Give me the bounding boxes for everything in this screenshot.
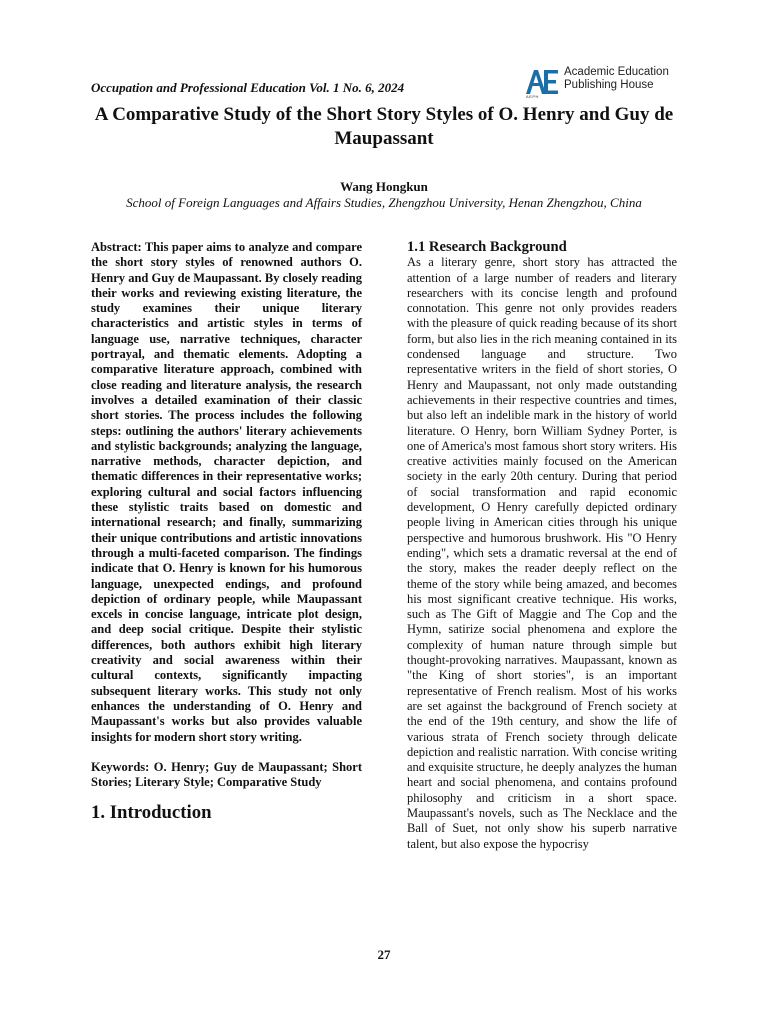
right-column (407, 240, 677, 852)
page-number: 27 (377, 947, 391, 962)
abstract: Abstract: This paper aims to analyze and compare the short story styles of renowned authors O. Henry and Guy de Maupassant. By closely reading their works and reviewing existing literature, the study examines their unique literary characteristics and artistic styles in terms of language use, narrative techniques, character portrayal, and thematic elements. Adopting a comparative literature approach, combined with close reading and literature analysis, the research involves a detailed examination of their classic short stories. The process includes the following steps: outlining the authors' literary achievements and stylistic backgrounds; analyzing the language, narrative methods, character depiction, and thematic differences in their representative works; exploring cultural and social factors influencing these stylistic traits based on domestic and international research; and finally, summarizing their unique contributions and artistic innovations through a multi-faceted comparison. The findings indicate that O. Henry is known for his humorous language, unexpected endings, and profound depiction of ordinary people, while Maupassant excels in concise language, intricate plot design, and deep social critique. Despite their stylistic differences, both authors exhibit high literary creativity and social awareness within their cultural contexts, significantly impacting subsequent literary works. This study not only enhances the understanding of O. Henry and Maupassant's works but also provides valuable insights for modern short story writing. (91, 240, 362, 744)
article-title: A Comparative Study of the Short Story Styles of O. Henry and Guy de Maupassant (94, 104, 674, 149)
keywords: Keywords: O. Henry; Guy de Maupassant; Short Stories; Literary Style; Comparative Study (91, 759, 362, 790)
section-heading-research-background: 1.1 Research Background (407, 239, 567, 255)
journal-citation: Occupation and Professional Education Vol. 1 No. 6, 2024 (91, 80, 405, 95)
author-affiliation: School of Foreign Languages and Affairs Studies, Zhengzhou University, Henan Zhengzhou, China (126, 195, 642, 210)
publisher-logo-icon (524, 66, 560, 96)
research-background-text: As a literary genre, short story has attracted the attention of a large number of readers and literary researchers with its concise length and profound connotation. This genre not only provides readers with the pleasure of quick reading because of its short form, but also lies in the rich meaning contained in its condensed language and structure. Two representative writers in the field of short stories, O Henry and Maupassant, not only made outstanding achievements in their respective countries and times, but also left an indelible mark in the history of world literature. O Henry, born William Sydney Porter, is one of America's most famous short story writers. His creative activities mainly focused on the American society in the early 20th century. During that period of social transformation and rapid economic development, O Henry carefully depicted ordinary people living in American cities through his unique perspective and humorous brushwork. His "O Henry ending", which sets a dramatic reversal at the end of the story, makes the reader deeply reflect on the theme of the story while being amazed, and becomes his most significant creative technique. His works, such as The Gift of Maggie and The Cop and the Hymn, satirize social phenomena and explore the complexity of human nature through simple but thought-provoking narratives. Maupassant, known as "the King of short stories", is an important representative of French realism. Most of his works are set against the background of French society at the end of the 19th century, and show the life of various strata of French society through delicate depiction and realistic narration. With concise writing and exquisite structure, he deeply analyzes the human heart and social phenomena, and contains profound philosophy and criticism in a short space. Maupassant's novels, such as The Necklace and the Ball of Suet, not only show his superb narrative talent, but also expose the hypocrisy (407, 255, 677, 851)
left-column (91, 240, 362, 824)
section-heading-introduction: 1. Introduction (91, 802, 212, 824)
publisher-name-line1: Academic Education (564, 66, 669, 78)
publisher-abbrev: AEPH (526, 94, 539, 99)
article-author: Wang Hongkun (340, 179, 428, 194)
publisher-logo (524, 66, 684, 98)
publisher-name-line2: Publishing House (564, 79, 654, 91)
